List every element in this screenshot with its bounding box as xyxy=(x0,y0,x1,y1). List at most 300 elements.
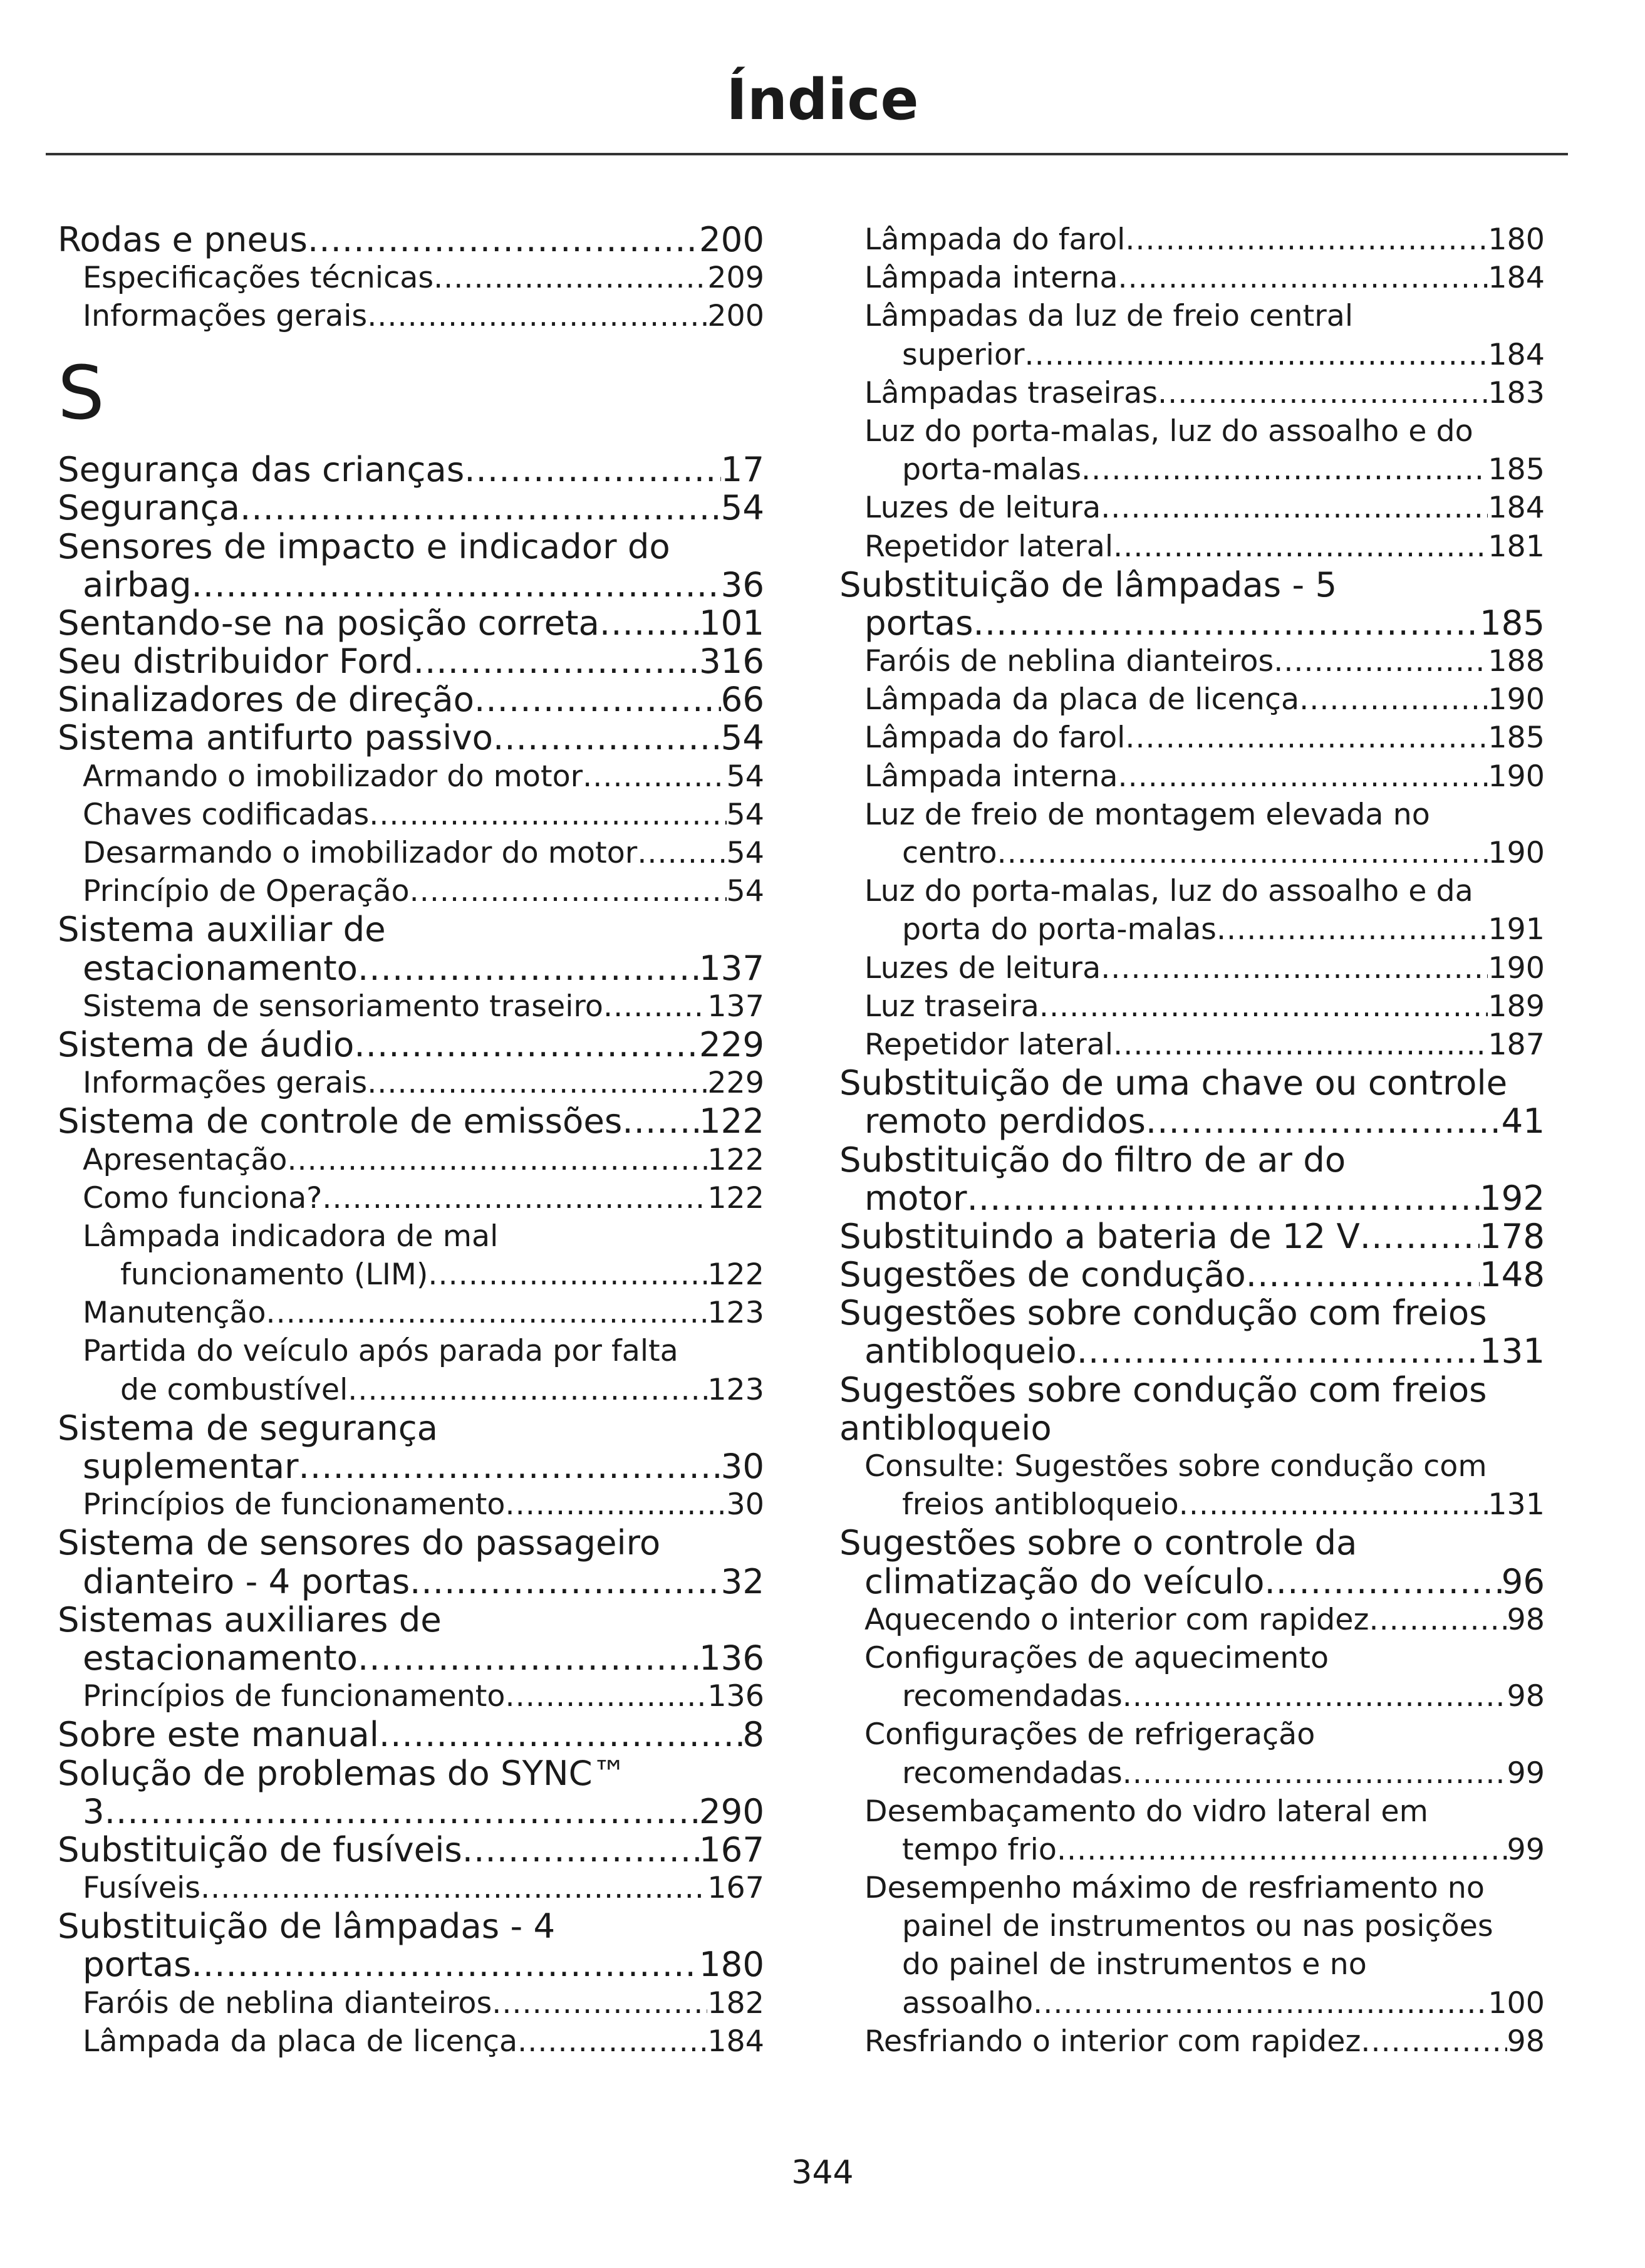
index-entry-text: freios antibloqueio xyxy=(902,1487,1179,1522)
index-page-ref: 54 xyxy=(726,874,764,909)
index-page-ref: 54 xyxy=(720,489,764,528)
index-entry-text: remoto perdidos xyxy=(864,1102,1146,1141)
dot-leader xyxy=(308,221,699,259)
index-page-ref: 190 xyxy=(1488,950,1545,986)
index-entry-text: recomendadas xyxy=(902,1756,1123,1791)
dot-leader xyxy=(367,297,707,335)
index-entry-text: suplementar xyxy=(83,1447,299,1486)
index-subentry xyxy=(839,719,1545,757)
index-page-ref: 189 xyxy=(1488,989,1545,1024)
dot-leader xyxy=(1113,1026,1488,1064)
dot-leader xyxy=(506,1485,727,1524)
index-entry-text: Seu distribuidor Ford xyxy=(58,642,413,681)
dot-leader xyxy=(1123,1677,1507,1715)
index-page-ref: 54 xyxy=(726,759,764,794)
index-entry-text: Luz do porta-malas, luz do assoalho e da xyxy=(864,874,1473,909)
index-entry-text: Segurança das crianças xyxy=(58,450,465,489)
index-page-ref: 54 xyxy=(726,836,764,871)
dot-leader xyxy=(410,872,727,910)
index-page-ref: 99 xyxy=(1507,1832,1545,1867)
index-entry-text: Sistema antifurto passivo xyxy=(58,719,493,757)
index-entry xyxy=(58,1563,764,1601)
index-page-ref: 8 xyxy=(742,1715,764,1754)
index-page-ref: 180 xyxy=(1488,222,1545,257)
dot-leader xyxy=(493,719,721,757)
index-entry-text: Substituição de lâmpadas - 4 xyxy=(58,1907,556,1946)
index-page-ref: 122 xyxy=(707,1257,764,1293)
index-subentry xyxy=(839,642,1545,680)
index-entry-text: 3 xyxy=(83,1792,105,1831)
dot-leader xyxy=(492,1984,707,2022)
dot-leader xyxy=(1264,1563,1501,1601)
dot-leader xyxy=(462,1831,699,1869)
index-page-ref: 32 xyxy=(720,1562,764,1601)
index-entry xyxy=(58,1601,764,1639)
index-subentry xyxy=(58,259,764,297)
index-page-ref: 183 xyxy=(1488,375,1545,410)
dot-leader xyxy=(1125,719,1488,757)
dot-leader xyxy=(1113,528,1488,566)
index-entry-text: Sistema de controle de emissões xyxy=(58,1102,623,1141)
index-page-ref: 192 xyxy=(1479,1178,1545,1217)
index-entry-text: Rodas e pneus xyxy=(58,221,308,259)
index-entry xyxy=(839,1217,1545,1256)
index-entry-text: Informações gerais xyxy=(83,299,368,334)
index-entry xyxy=(839,604,1545,642)
dot-leader xyxy=(105,1792,699,1831)
index-entry-text: Lâmpada da placa de licença xyxy=(83,2024,518,2059)
index-entry-text: airbag xyxy=(83,565,192,604)
index-page-ref: 99 xyxy=(1507,1756,1545,1791)
index-entry-text: Faróis de neblina dianteiros xyxy=(864,644,1274,679)
index-entry-text: Armando o imobilizador do motor xyxy=(83,759,583,794)
index-subentry xyxy=(839,680,1545,719)
dot-leader xyxy=(1101,949,1488,987)
index-subentry xyxy=(58,1485,764,1524)
index-entry-text: do painel de instrumentos e no xyxy=(902,1947,1367,1982)
index-page-ref: 41 xyxy=(1501,1102,1545,1141)
index-entry-text: centro xyxy=(902,836,997,870)
dot-leader xyxy=(287,1141,707,1179)
dot-leader xyxy=(637,834,726,872)
index-page-ref: 100 xyxy=(1488,1985,1545,2021)
index-page-ref: 17 xyxy=(720,450,764,489)
index-section-letter: S xyxy=(58,349,105,436)
index-entry-text: Substituição de uma chave ou controle xyxy=(839,1064,1508,1103)
index-page-ref: 229 xyxy=(698,1025,764,1064)
index-subentry xyxy=(839,910,1545,949)
index-entry-text: dianteiro - 4 portas xyxy=(83,1562,410,1601)
index-subentry xyxy=(58,757,764,796)
index-entry-text: Desempenho máximo de resfriamento no xyxy=(864,1871,1485,1906)
index-subentry xyxy=(839,1984,1545,2022)
index-entry xyxy=(58,1754,764,1792)
index-entry-text: de combustível xyxy=(120,1372,348,1407)
dot-leader xyxy=(410,1563,721,1601)
index-entry xyxy=(58,221,764,259)
index-entry-text: Substituindo a bateria de 12 V xyxy=(839,1217,1360,1256)
index-entry-text: Sobre este manual xyxy=(58,1715,379,1754)
index-page-ref: 98 xyxy=(1507,2024,1545,2059)
index-entry-text: Desembaçamento do vidro lateral em xyxy=(864,1794,1428,1829)
dot-leader xyxy=(1274,642,1488,680)
index-entry xyxy=(839,1563,1545,1601)
index-entry-text: Lâmpada do farol xyxy=(864,720,1126,756)
dot-leader xyxy=(474,680,721,719)
index-subentry xyxy=(839,1677,1545,1715)
dot-leader xyxy=(1039,987,1488,1026)
index-page-ref: 123 xyxy=(707,1296,764,1331)
dot-leader xyxy=(967,1179,1480,1217)
index-page-ref: 187 xyxy=(1488,1027,1545,1062)
index-subentry xyxy=(839,1715,1545,1754)
dot-leader xyxy=(192,566,721,604)
index-page-ref: 185 xyxy=(1488,720,1545,756)
index-subentry xyxy=(839,1792,1545,1831)
dot-leader xyxy=(517,2022,707,2061)
index-page-ref: 30 xyxy=(726,1487,764,1522)
dot-leader xyxy=(1118,259,1488,297)
index-subentry xyxy=(58,1217,764,1256)
index-subentry xyxy=(58,834,764,872)
index-page-ref: 182 xyxy=(707,1985,764,2021)
index-entry xyxy=(58,1409,764,1447)
dot-leader xyxy=(354,1026,699,1064)
index-page-ref: 122 xyxy=(707,1180,764,1215)
dot-leader xyxy=(367,1064,707,1102)
index-subentry xyxy=(839,489,1545,527)
dot-leader xyxy=(348,1371,707,1409)
index-subentry xyxy=(839,297,1545,335)
index-entry-text: Chaves codificadas xyxy=(83,797,370,832)
index-entry xyxy=(58,1026,764,1064)
index-page-ref: 191 xyxy=(1488,912,1545,947)
index-entry-text: Sugestões sobre condução com freios xyxy=(839,1370,1487,1409)
index-entry-text: Lâmpada da placa de licença xyxy=(864,682,1300,717)
index-page-ref: 200 xyxy=(698,221,764,259)
index-entry-text: Como funciona? xyxy=(83,1180,323,1215)
index-entry xyxy=(839,1102,1545,1140)
index-page-ref: 184 xyxy=(1488,337,1545,372)
index-entry-text: Solução de problemas do SYNC™ xyxy=(58,1754,627,1792)
dot-leader xyxy=(379,1715,742,1754)
index-subentry xyxy=(58,297,764,335)
index-entry-text: superior xyxy=(902,337,1025,372)
index-page-ref: 190 xyxy=(1488,759,1545,794)
index-entry-text: tempo frio xyxy=(902,1832,1057,1867)
index-subentry xyxy=(58,2022,764,2061)
index-page-ref: 167 xyxy=(707,1871,764,1906)
index-subentry xyxy=(839,1026,1545,1064)
index-subentry xyxy=(839,1945,1545,1984)
index-entry xyxy=(58,949,764,987)
dot-leader xyxy=(997,834,1488,872)
index-entry-text: Configurações de aquecimento xyxy=(864,1640,1329,1675)
index-subentry xyxy=(839,259,1545,297)
index-entry-text: Luz do porta-malas, luz do assoalho e do xyxy=(864,414,1473,449)
index-entry-text: Desarmando o imobilizador do motor xyxy=(83,836,638,871)
index-entry-text: Sistemas auxiliares de xyxy=(58,1600,442,1639)
index-entry-text: Luz traseira xyxy=(864,989,1039,1024)
index-page-ref: 167 xyxy=(698,1830,764,1870)
index-page-ref: 136 xyxy=(698,1638,764,1678)
index-entry-text: Sugestões sobre o controle da xyxy=(839,1524,1357,1563)
index-entry xyxy=(58,1907,764,1945)
dot-leader xyxy=(1118,757,1488,796)
index-page-ref: 184 xyxy=(1488,491,1545,526)
index-subentry xyxy=(839,412,1545,450)
index-page-ref: 36 xyxy=(720,565,764,604)
index-entry xyxy=(58,642,764,680)
dot-leader xyxy=(1360,1217,1480,1256)
dot-leader xyxy=(1025,336,1488,374)
index-entry xyxy=(58,1524,764,1562)
index-entry-text: Sensores de impacto e indicador do xyxy=(58,527,670,566)
index-subentry xyxy=(839,450,1545,489)
index-page-ref: 190 xyxy=(1488,682,1545,717)
index-page-ref: 66 xyxy=(720,680,764,719)
index-entry-text: Sistema de áudio xyxy=(58,1025,355,1064)
index-entry-text: porta do porta-malas xyxy=(902,912,1217,947)
index-subentry xyxy=(58,872,764,910)
dot-leader xyxy=(1369,1601,1507,1639)
index-page-ref: 137 xyxy=(698,949,764,987)
index-entry-text: Sugestões sobre condução com freios xyxy=(839,1294,1487,1333)
dot-leader xyxy=(433,259,707,297)
index-subentry xyxy=(839,2022,1545,2061)
dot-leader xyxy=(1101,489,1488,527)
index-entry-text: Especificações técnicas xyxy=(83,261,434,296)
index-entry-text: portas xyxy=(83,1945,192,1984)
index-entry-text: Sistema de segurança xyxy=(58,1408,438,1448)
index-entry-text: porta-malas xyxy=(902,452,1082,487)
index-subentry xyxy=(58,1677,764,1715)
dot-leader xyxy=(603,987,707,1026)
index-page-ref: 316 xyxy=(698,642,764,681)
index-entry xyxy=(58,489,764,527)
index-page-ref: 131 xyxy=(1479,1332,1545,1371)
index-page-ref: 54 xyxy=(720,719,764,757)
index-entry-text: Lâmpadas traseiras xyxy=(864,375,1158,410)
index-entry xyxy=(839,566,1545,604)
index-entry-text: Luzes de leitura xyxy=(864,491,1101,526)
index-entry xyxy=(58,604,764,642)
index-subentry xyxy=(839,1485,1545,1524)
index-subentry xyxy=(58,987,764,1026)
index-entry-text: Apresentação xyxy=(83,1142,288,1177)
index-entry-text: Lâmpadas da luz de freio central xyxy=(864,299,1354,334)
index-entry-text: Segurança xyxy=(58,489,240,528)
index-entry-text: Sistema de sensoriamento traseiro xyxy=(83,989,603,1024)
dot-leader xyxy=(464,450,720,489)
index-entry-text: Sistema de sensores do passageiro xyxy=(58,1524,661,1563)
index-page-ref: 184 xyxy=(707,2024,764,2059)
index-page-ref: 122 xyxy=(698,1102,764,1141)
dot-leader xyxy=(1299,680,1488,719)
index-entry-text: Substituição de fusíveis xyxy=(58,1830,462,1870)
dot-leader xyxy=(369,796,726,834)
index-subentry xyxy=(58,1984,764,2022)
index-page-ref: 136 xyxy=(707,1679,764,1714)
index-entry xyxy=(839,1371,1545,1409)
dot-leader xyxy=(973,604,1480,642)
dot-leader xyxy=(200,1869,707,1907)
dot-leader xyxy=(1158,374,1488,412)
index-entry xyxy=(58,1639,764,1677)
index-entry-text: Sistema auxiliar de xyxy=(58,910,386,949)
index-subentry xyxy=(839,1831,1545,1869)
index-page-ref: 123 xyxy=(707,1372,764,1407)
index-subentry xyxy=(839,834,1545,872)
index-subentry xyxy=(58,1371,764,1409)
index-entry xyxy=(58,1792,764,1831)
index-subentry xyxy=(58,1256,764,1294)
index-entry xyxy=(58,1715,764,1754)
index-subentry xyxy=(839,1639,1545,1677)
index-subentry xyxy=(839,757,1545,796)
index-entry-text: Resfriando o interior com rapidez xyxy=(864,2024,1361,2059)
index-entry xyxy=(58,1102,764,1140)
dot-leader xyxy=(1179,1485,1488,1524)
index-entry-text: Sugestões de condução xyxy=(839,1256,1246,1294)
index-entry-text: Princípios de funcionamento xyxy=(83,1679,506,1714)
dot-leader xyxy=(583,757,726,796)
index-subentry xyxy=(839,987,1545,1026)
index-entry xyxy=(58,450,764,489)
index-page-ref: 209 xyxy=(707,261,764,296)
index-page-ref: 122 xyxy=(707,1142,764,1177)
index-entry-text: Lâmpada interna xyxy=(864,759,1118,794)
index-entry xyxy=(839,1141,1545,1179)
index-entry-text: climatização do veículo xyxy=(864,1562,1265,1601)
index-subentry xyxy=(839,1601,1545,1639)
dot-leader xyxy=(1123,1754,1507,1792)
index-page-ref: 131 xyxy=(1488,1487,1545,1522)
index-page-ref: 190 xyxy=(1488,836,1545,870)
dot-leader xyxy=(599,604,699,642)
index-entry-text: Repetidor lateral xyxy=(864,529,1114,564)
index-entry-text: antibloqueio xyxy=(839,1408,1052,1447)
dot-leader xyxy=(1246,1256,1480,1294)
index-entry-text: assoalho xyxy=(902,1985,1034,2021)
index-entry xyxy=(839,1524,1545,1562)
index-entry-text: Lâmpada indicadora de mal xyxy=(83,1219,499,1254)
dot-leader xyxy=(192,1945,699,1984)
index-subentry xyxy=(58,1179,764,1217)
index-entry-text: antibloqueio xyxy=(864,1332,1077,1371)
dot-leader xyxy=(1217,910,1488,949)
index-entry xyxy=(58,1945,764,1984)
dot-leader xyxy=(322,1179,707,1217)
index-entry-text: Lâmpada interna xyxy=(864,261,1118,296)
index-entry xyxy=(58,528,764,566)
index-page-ref: 290 xyxy=(698,1792,764,1831)
index-entry-text: estacionamento xyxy=(83,1638,358,1678)
index-page-ref: 30 xyxy=(720,1447,764,1486)
index-subentry xyxy=(58,1869,764,1907)
index-subentry xyxy=(58,1141,764,1179)
dot-leader xyxy=(1125,221,1488,259)
index-page-ref: 180 xyxy=(698,1945,764,1984)
dot-leader xyxy=(266,1294,708,1332)
index-page-ref: 98 xyxy=(1507,1679,1545,1714)
index-subentry xyxy=(58,1294,764,1332)
dot-leader xyxy=(1077,1332,1480,1370)
index-subentry xyxy=(839,949,1545,987)
index-entry xyxy=(58,680,764,719)
index-page-ref: 137 xyxy=(707,989,764,1024)
index-entry-text: Fusíveis xyxy=(83,1871,201,1906)
index-subentry xyxy=(839,336,1545,374)
index-entry-text: Luzes de leitura xyxy=(864,950,1101,986)
index-entry-text: Sinalizadores de direção xyxy=(58,680,474,719)
index-page-ref: 178 xyxy=(1479,1217,1545,1256)
index-entry-text: Princípio de Operação xyxy=(83,874,410,909)
dot-leader xyxy=(506,1677,708,1715)
dot-leader xyxy=(1361,2022,1507,2061)
index-subentry xyxy=(839,1907,1545,1945)
index-entry-text: Luz de freio de montagem elevada no xyxy=(864,797,1430,832)
index-entry-text: Princípios de funcionamento xyxy=(83,1487,506,1522)
index-entry xyxy=(839,1409,1545,1447)
index-page-ref: 188 xyxy=(1488,644,1545,679)
dot-leader xyxy=(622,1102,699,1140)
index-entry-text: Lâmpada do farol xyxy=(864,222,1126,257)
index-entry xyxy=(839,1179,1545,1217)
index-subentry xyxy=(839,528,1545,566)
index-page-ref: 54 xyxy=(726,797,764,832)
dot-leader xyxy=(240,489,721,527)
index-page-ref: 98 xyxy=(1507,1602,1545,1637)
index-subentry xyxy=(839,796,1545,834)
index-entry-text: Configurações de refrigeração xyxy=(864,1717,1315,1752)
index-entry-text: Repetidor lateral xyxy=(864,1027,1114,1062)
dot-leader xyxy=(428,1256,707,1294)
index-page-ref: 101 xyxy=(698,603,764,643)
index-page-ref: 185 xyxy=(1488,452,1545,487)
index-subentry xyxy=(839,221,1545,259)
index-entry-text: Manutenção xyxy=(83,1296,266,1331)
index-entry-text: estacionamento xyxy=(83,949,358,987)
index-entry xyxy=(839,1064,1545,1102)
index-subentry xyxy=(839,374,1545,412)
index-entry xyxy=(58,910,764,949)
index-entry xyxy=(839,1332,1545,1370)
index-page-ref: 148 xyxy=(1479,1256,1545,1294)
index-page-ref: 184 xyxy=(1488,261,1545,296)
index-entry xyxy=(58,566,764,604)
index-entry-text: painel de instrumentos ou nas posições xyxy=(902,1909,1493,1944)
dot-leader xyxy=(358,949,699,987)
dot-leader xyxy=(1057,1831,1507,1869)
index-entry xyxy=(58,1447,764,1485)
index-entry xyxy=(839,1256,1545,1294)
dot-leader xyxy=(358,1639,699,1677)
page-title: Índice xyxy=(726,67,919,133)
index-entry xyxy=(839,1294,1545,1332)
index-entry-text: Consulte: Sugestões sobre condução com xyxy=(864,1449,1487,1484)
index-entry-text: Faróis de neblina dianteiros xyxy=(83,1985,492,2021)
dot-leader xyxy=(299,1447,721,1485)
index-subentry xyxy=(58,1064,764,1102)
index-subentry xyxy=(839,1447,1545,1485)
index-column-right xyxy=(839,221,1545,2061)
index-entry xyxy=(58,1831,764,1869)
index-entry-text: motor xyxy=(864,1178,967,1217)
dot-leader xyxy=(413,642,699,680)
index-entry-text: Aquecendo o interior com rapidez xyxy=(864,1602,1369,1637)
index-entry-text: funcionamento (LIM) xyxy=(120,1257,428,1293)
